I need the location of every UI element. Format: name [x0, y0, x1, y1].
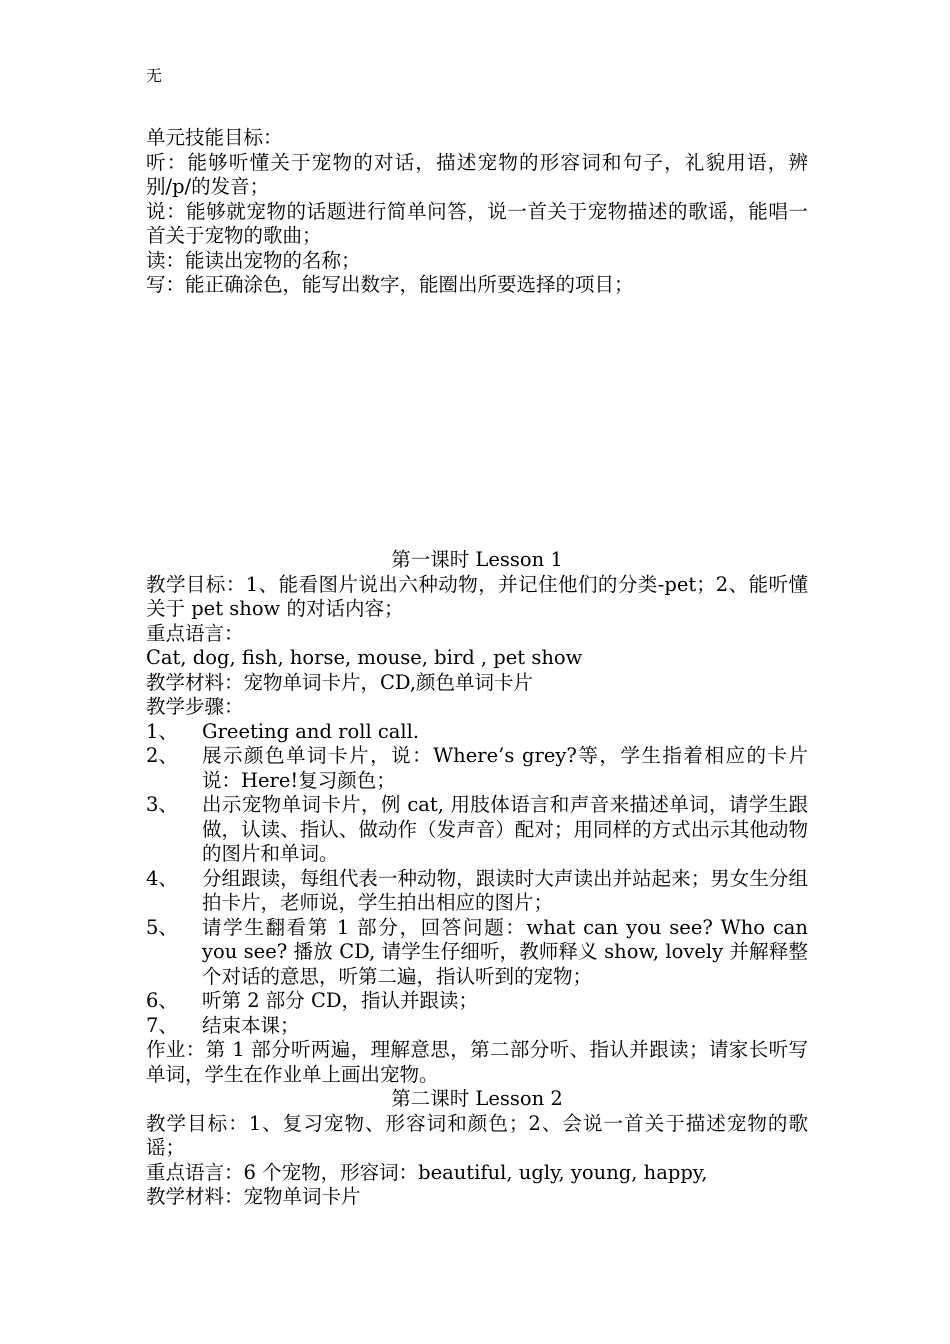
lesson1-step: [146, 916, 808, 990]
step-number: 4、: [146, 866, 178, 890]
step-text: 听第 2 部分 CD，指认并跟读；: [202, 989, 479, 1012]
step-text: 请学生翻看第 1 部分，回答问题：what can you see? Who can you see? 播放 CD, 请学生仔细听，教师释义 show, lovely 并解释整个对话的意思，听第二遍，指认听到的宠物；: [202, 915, 808, 988]
lesson1-objectives: 教学目标：1、能看图片说出六种动物，并记住他们的分类-pet；2、能听懂关于 pet show 的对话内容；: [146, 572, 808, 620]
goal-speak: 说：能够就宠物的话题进行简单问答，说一首关于宠物描述的歌谣，能唱一首关于宠物的歌曲；: [146, 199, 808, 247]
unit-skill-goals: [146, 126, 808, 298]
lesson1-step: [146, 744, 808, 793]
goal-read: 读：能读出宠物的名称；: [146, 248, 361, 272]
lesson1-step: [146, 1014, 808, 1039]
step-number: 2、: [146, 744, 178, 767]
header-marker: 无: [146, 66, 163, 85]
lesson1-step: [146, 793, 808, 867]
lesson1-title: 第一课时 Lesson 1: [391, 548, 563, 571]
step-number: 6、: [146, 989, 178, 1012]
step-text: 展示颜色单词卡片，说：Where’s grey?等，学生指着相应的卡片说：Here!复习颜色；: [202, 744, 808, 792]
lesson1-step: [146, 867, 808, 916]
lesson2-key-language: 重点语言：6 个宠物，形容词：beautiful, ugly, young, happy,: [146, 1160, 708, 1184]
lesson1-key-language: Cat, dog, fish, horse, mouse, bird , pet show: [146, 646, 583, 669]
goal-listen: 听：能够听懂关于宠物的对话，描述宠物的形容词和句子，礼貌用语，辨别/p/的发音；: [146, 150, 808, 198]
step-number: 1、: [146, 719, 178, 743]
step-number: 3、: [146, 793, 178, 816]
unit-goals-title: 单元技能目标：: [146, 126, 283, 149]
lesson1-step: [146, 720, 808, 745]
step-text: 出示宠物单词卡片，例 cat, 用肢体语言和声音来描述单词，请学生跟做，认读、指认、做动作（发声音）配对；用同样的方式出示其他动物的图片和单词。: [202, 793, 808, 865]
lesson2-objectives: 教学目标：1、复习宠物、形容词和颜色；2、会说一首关于描述宠物的歌谣；: [146, 1111, 808, 1159]
lesson2-title: 第二课时 Lesson 2: [391, 1087, 563, 1110]
lesson1-steps-label: 教学步骤：: [146, 695, 244, 718]
step-number: 7、: [146, 1013, 178, 1037]
step-text: 分组跟读，每组代表一种动物，跟读时大声读出并站起来；男女生分组拍卡片，老师说，学生拍出相应的图片；: [202, 866, 808, 914]
lesson-plans: [146, 548, 808, 1210]
lesson1-homework: 作业：第 1 部分听两遍，理解意思，第二部分听、指认并跟读；请家长听写单词，学生在作业单上画出宠物。: [146, 1038, 808, 1086]
step-number: 5、: [146, 915, 178, 939]
goal-write: 写：能正确涂色，能写出数字，能圈出所要选择的项目；: [146, 273, 634, 296]
lesson1-step: [146, 989, 808, 1014]
lesson1-materials: 教学材料：宠物单词卡片，CD,颜色单词卡片: [146, 670, 534, 694]
step-text: Greeting and roll call.: [202, 719, 420, 743]
step-text: 结束本课；: [202, 1013, 300, 1037]
lesson2-materials: 教学材料：宠物单词卡片: [146, 1185, 361, 1208]
lesson1-key-language-label: 重点语言：: [146, 621, 244, 645]
